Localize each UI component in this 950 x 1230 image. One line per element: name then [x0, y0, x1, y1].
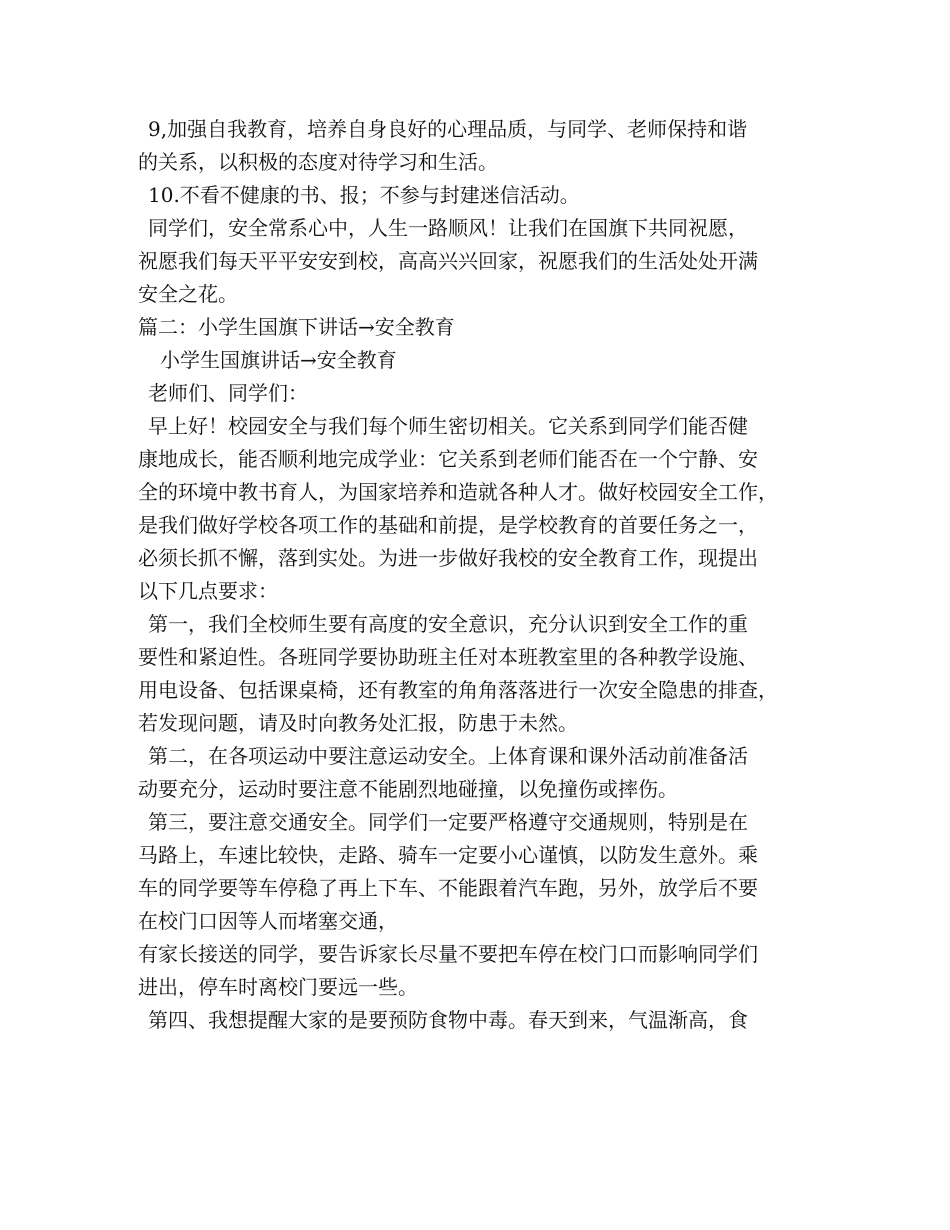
paragraph-line: 要性和紧迫性。各班同学要协助班主任对本班教室里的各种教学设施、 — [138, 645, 758, 669]
paragraph-line: 在校门口因等人而堵塞交通， — [138, 909, 398, 933]
paragraph-line: 第三，要注意交通安全。同学们一定要严格遵守交通规则，特别是在 — [148, 810, 748, 834]
paragraph-line: 用电设备、包括课桌椅，还有教室的角角落落进行一次安全隐患的排查， — [138, 678, 778, 702]
paragraph-line: 早上好！校园安全与我们每个师生密切相关。它关系到同学们能否健 — [148, 414, 748, 438]
paragraph-line: 第二，在各项运动中要注意运动安全。上体育课和课外活动前准备活 — [148, 744, 748, 768]
paragraph-line: 全的环境中教书育人，为国家培养和造就各种人才。做好校园安全工作， — [138, 480, 778, 504]
paragraph-line: 有家长接送的同学，要告诉家长尽量不要把车停在校门口而影响同学们 — [138, 942, 758, 966]
paragraph-line: 动要充分，运动时要注意不能剧烈地碰撞，以免撞伤或摔伤。 — [138, 777, 678, 801]
paragraph-line: 第一，我们全校师生要有高度的安全意识，充分认识到安全工作的重 — [148, 612, 748, 636]
paragraph-line: 第四、我想提醒大家的是要预防食物中毒。春天到来，气温渐高，食 — [148, 1008, 748, 1032]
paragraph-line: 康地成长，能否顺利地完成学业：它关系到老师们能否在一个宁静、安 — [138, 447, 758, 471]
paragraph-line: 安全之花。 — [138, 282, 238, 306]
paragraph-line: 进出，停车时离校门要远一些。 — [138, 975, 418, 999]
paragraph-line: 若发现问题，请及时向教务处汇报，防患于未然。 — [138, 711, 578, 735]
greeting-line: 老师们、同学们： — [148, 381, 308, 405]
paragraph-line: 以下几点要求： — [138, 579, 278, 603]
paragraph-line: 是我们做好学校各项工作的基础和前提，是学校教育的首要任务之一， — [138, 513, 758, 537]
paragraph-line: 9,加强自我教育，培养自身良好的心理品质，与同学、老师保持和谐 — [148, 117, 748, 141]
document-page — [138, 112, 828, 1036]
paragraph-line: 同学们，安全常系心中，人生一路顺风！让我们在国旗下共同祝愿， — [148, 216, 748, 240]
paragraph-line: 的关系，以积极的态度对待学习和生活。 — [138, 150, 498, 174]
paragraph-line: 祝愿我们每天平平安安到校，高高兴兴回家，祝愿我们的生活处处开满 — [138, 249, 758, 273]
section-subtitle: 小学生国旗讲话→安全教育 — [160, 348, 397, 372]
paragraph-line: 马路上，车速比较快，走路、骑车一定要小心谨慎，以防发生意外。乘 — [138, 843, 758, 867]
paragraph-line: 车的同学要等车停稳了再上下车、不能跟着汽车跑，另外，放学后不要 — [138, 876, 758, 900]
paragraph-line: 必须长抓不懈，落到实处。为进一步做好我校的安全教育工作，现提出 — [138, 546, 758, 570]
paragraph-line: 10.不看不健康的书、报；不参与封建迷信活动。 — [148, 183, 580, 207]
section-heading: 篇二：小学生国旗下讲话→安全教育 — [138, 315, 455, 339]
